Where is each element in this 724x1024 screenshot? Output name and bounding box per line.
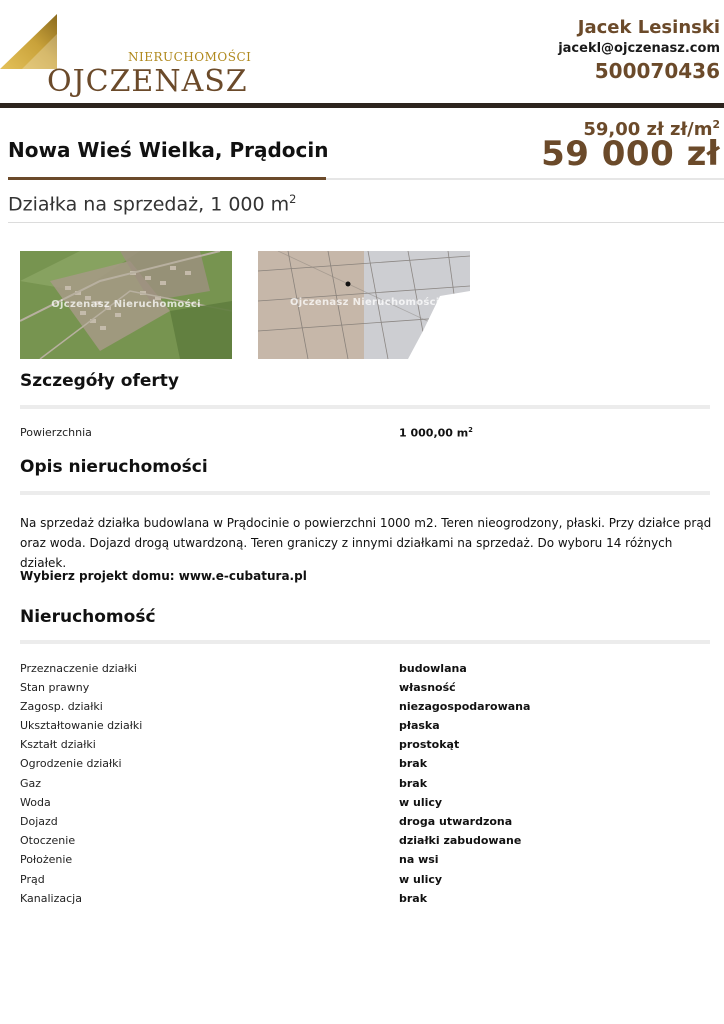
- property-value: niezagospodarowana: [399, 700, 531, 713]
- description-heading: Opis nieruchomości: [20, 457, 208, 477]
- property-key: Dojazd: [20, 815, 58, 828]
- property-value: budowlana: [399, 662, 467, 675]
- company-logo: [0, 12, 252, 99]
- property-row: [20, 700, 710, 719]
- listing-title: Nowa Wieś Wielka, Prądocin: [8, 138, 329, 162]
- property-value: w ulicy: [399, 796, 443, 809]
- property-row: [20, 681, 710, 700]
- property-row: [20, 757, 710, 776]
- area-value-sup: 2: [468, 426, 473, 434]
- property-row: [20, 738, 710, 757]
- property-value: na wsi: [399, 853, 439, 866]
- property-row: [20, 873, 710, 892]
- property-key: Woda: [20, 796, 51, 809]
- property-key: Otoczenie: [20, 834, 76, 847]
- photo-aerial[interactable]: [20, 251, 232, 359]
- property-row: [20, 777, 710, 796]
- property-value: prostokąt: [399, 738, 460, 751]
- photo-watermark: Ojczenasz Nieruchomości: [51, 299, 201, 310]
- property-value: brak: [399, 892, 428, 905]
- description-divider: [20, 491, 710, 495]
- listing-subtitle: [8, 192, 296, 215]
- agent-contact: [558, 16, 720, 84]
- property-value: droga utwardzona: [399, 815, 513, 828]
- property-heading: Nieruchomość: [20, 607, 156, 627]
- property-key: Stan prawny: [20, 681, 90, 694]
- description-cta[interactable]: Wybierz projekt domu: www.e-cubatura.pl: [20, 569, 307, 583]
- photo-map[interactable]: [258, 251, 470, 359]
- property-divider: [20, 640, 710, 644]
- subtitle-text: Działka na sprzedaż, 1 000 m: [8, 193, 290, 216]
- logo-wordmark: OJCZENASZ: [47, 64, 248, 99]
- property-row: [20, 796, 710, 815]
- property-key: Ukształtowanie działki: [20, 719, 143, 732]
- property-key: Ogrodzenie działki: [20, 757, 122, 770]
- price-per-m2-value: 59,00 zł zł/m: [583, 119, 713, 140]
- title-divider: [326, 178, 724, 180]
- details-row-area: [20, 426, 710, 445]
- details-divider: [20, 405, 710, 409]
- property-value: płaska: [399, 719, 440, 732]
- subtitle-divider: [8, 222, 724, 223]
- property-row: [20, 662, 710, 681]
- property-key: Gaz: [20, 777, 42, 790]
- details-heading: Szczegóły oferty: [20, 371, 179, 391]
- description-text: Na sprzedaż działka budowlana w Prądocinie o powierzchni 1000 m2. Teren nieogrodzony, płaski. Przy działce prąd oraz woda. Dojazd drogą utwardzoną. Teren graniczy z innymi działkami na sprzedaż. Do wyboru 14 różnych działek.: [20, 516, 712, 570]
- subtitle-sup: 2: [289, 192, 297, 206]
- property-row: [20, 853, 710, 872]
- header-divider: [0, 103, 724, 108]
- title-underline: [8, 177, 326, 180]
- property-key: Kanalizacja: [20, 892, 82, 905]
- property-key: Położenie: [20, 853, 73, 866]
- property-row: [20, 719, 710, 738]
- logo-tagline: NIERUCHOMOŚCI: [128, 50, 252, 64]
- property-value: działki zabudowane: [399, 834, 522, 847]
- listing-price: 59 000 zł: [541, 134, 720, 174]
- photo-watermark: Ojczenasz Nieruchomości: [290, 297, 440, 308]
- property-key: Prąd: [20, 873, 45, 886]
- property-row: [20, 834, 710, 853]
- agent-name: Jacek Lesinski: [577, 17, 720, 38]
- property-key: Kształt działki: [20, 738, 96, 751]
- property-row: [20, 815, 710, 834]
- property-key: Zagosp. działki: [20, 700, 103, 713]
- area-label: Powierzchnia: [20, 426, 92, 439]
- property-value: własność: [399, 681, 456, 694]
- agent-email[interactable]: jacekl@ojczenasz.com: [558, 41, 720, 56]
- property-value: brak: [399, 777, 428, 790]
- property-key: Przeznaczenie działki: [20, 662, 137, 675]
- area-value: [399, 426, 473, 440]
- property-value: w ulicy: [399, 873, 443, 886]
- agent-phone[interactable]: 500070436: [594, 59, 720, 83]
- price-per-m2-sup: 2: [712, 118, 720, 131]
- property-value: brak: [399, 757, 428, 770]
- area-value-text: 1 000,00 m: [399, 426, 469, 440]
- property-row: [20, 892, 710, 911]
